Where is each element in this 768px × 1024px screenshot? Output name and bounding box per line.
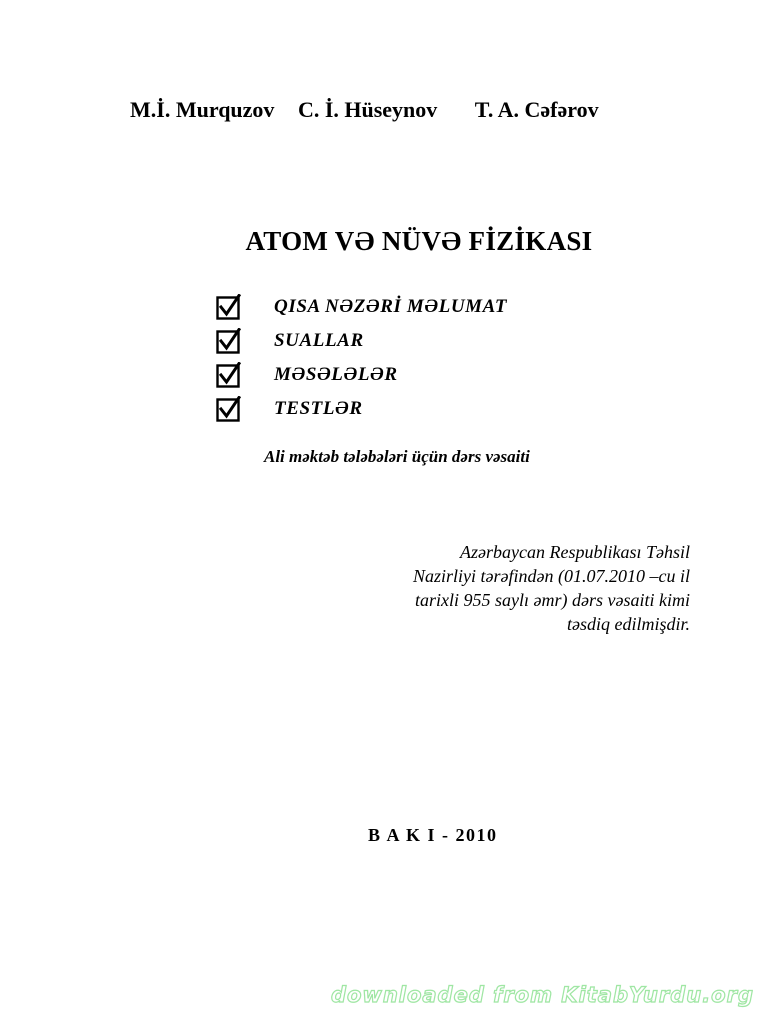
approval-line: Nazirliyi tərəfindən (01.07.2010 –cu il [413,566,690,586]
author-1: M.İ. Murquzov [130,97,275,122]
approval-note [330,540,690,636]
checklist-item [216,358,507,392]
checklist-item-label: TESTLƏR [274,398,363,419]
author-3: T. A. Cəfərov [474,97,599,122]
checkbox-checked-icon [216,362,242,388]
book-subtitle: Ali məktəb tələbələri üçün dərs vəsaiti [264,447,530,466]
checkbox-checked-icon [216,396,242,422]
checklist-item [216,324,507,358]
checklist-item-label: QISA NƏZƏRİ MƏLUMAT [274,296,508,317]
approval-line: təsdiq edilmişdir. [566,614,690,634]
book-title: ATOM VƏ NÜVƏ FİZİKASI [245,226,593,256]
contents-checklist [216,290,507,426]
checklist-item-label: MƏSƏLƏLƏR [274,364,398,385]
checklist-item [216,290,507,324]
author-2: C. İ. Hüseynov [297,97,438,122]
checklist-item [216,392,507,426]
checkbox-checked-icon [216,294,242,320]
approval-line: Azərbaycan Respublikası Təhsil [460,542,690,562]
city-year: B A K I - 2010 [368,825,498,845]
download-watermark: downloaded from KitabYurdu.org [330,983,754,1007]
authors-line [130,97,599,123]
checklist-item-label: SUALLAR [274,330,364,351]
approval-line: tarixli 955 saylı əmr) dərs vəsaiti kimi [415,590,690,610]
checkbox-checked-icon [216,328,242,354]
